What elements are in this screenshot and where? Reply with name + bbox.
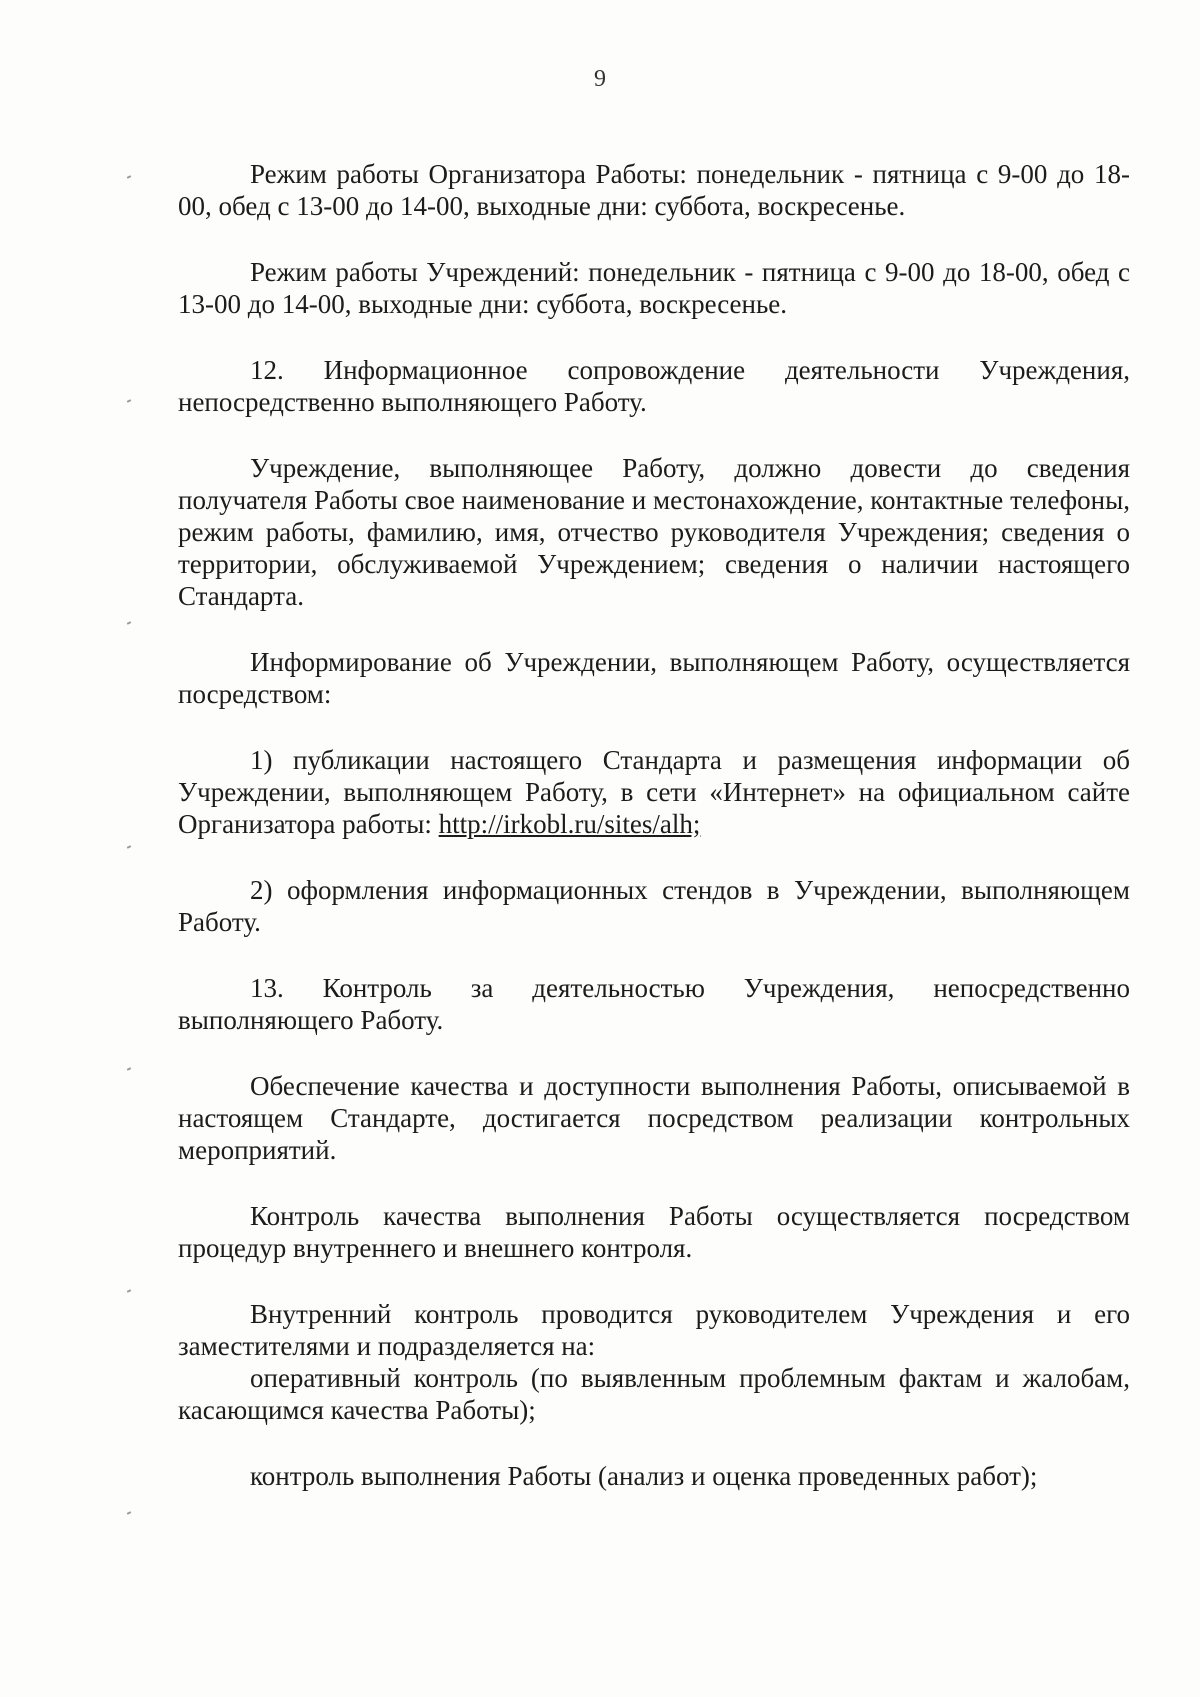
document-body xyxy=(178,158,1130,1526)
page-number: 9 xyxy=(594,66,606,92)
paragraph-work-control: контроль выполнения Работы (анализ и оценка проведенных работ); xyxy=(250,1461,1038,1491)
scan-mark xyxy=(127,1067,131,1071)
scan-mark xyxy=(127,1289,131,1293)
paragraph-informing: Информирование об Учреждении, выполняющем Работу, осуществляется посредством: xyxy=(178,647,1130,709)
paragraph-organizer-hours: Режим работы Организатора Работы: понедельник - пятница с 9-00 до 18-00, обед с 13-00 до 14-00, выходные дни: суббота, воскресенье. xyxy=(178,159,1130,221)
paragraph-institution-info: Учреждение, выполняющее Работу, должно довести до сведения получателя Работы свое наименование и местонахождение, контактные телефоны, режим работы, фамилию, имя, отчество руководителя Учреждения; сведения о территории, обслуживаемой Учреждением; сведения о наличии настоящего Стандарта. xyxy=(178,453,1130,611)
paragraph-quality-control: Контроль качества выполнения Работы осуществляется посредством процедур внутреннего и внешнего контроля. xyxy=(178,1201,1130,1263)
paragraph-internal-control: Внутренний контроль проводится руководителем Учреждения и его заместителями и подразделяется на: xyxy=(178,1299,1130,1361)
section-12-heading: 12. Информационное сопровождение деятельности Учреждения, непосредственно выполняющего Работу. xyxy=(178,355,1130,417)
section-13-heading: 13. Контроль за деятельностью Учреждения, непосредственно выполняющего Работу. xyxy=(178,973,1130,1035)
scan-mark xyxy=(127,399,131,403)
paragraph-quality-assurance: Обеспечение качества и доступности выполнения Работы, описываемой в настоящем Стандарте, достигается посредством реализации контрольных мероприятий. xyxy=(178,1071,1130,1165)
scan-mark xyxy=(127,175,131,179)
paragraph-operative-control: оперативный контроль (по выявленным проблемным фактам и жалобам, касающимся качества Работы); xyxy=(178,1363,1130,1425)
list-item-1-text: 1) публикации настоящего Стандарта и размещения информации об Учреждении, выполняющем Работу, в сети «Интернет» на официальном сайте Организатора работы: xyxy=(178,745,1130,839)
list-item-1 xyxy=(178,744,1130,840)
scan-mark xyxy=(127,1511,131,1515)
list-item-2: 2) оформления информационных стендов в Учреждении, выполняющем Работу. xyxy=(178,875,1130,937)
scan-mark xyxy=(127,621,131,625)
organizer-website-link[interactable]: http://irkobl.ru/sites/alh; xyxy=(438,809,701,839)
paragraph-institution-hours: Режим работы Учреждений: понедельник - пятница с 9-00 до 18-00, обед с 13-00 до 14-00, выходные дни: суббота, воскресенье. xyxy=(178,257,1130,319)
scan-mark xyxy=(127,845,131,849)
